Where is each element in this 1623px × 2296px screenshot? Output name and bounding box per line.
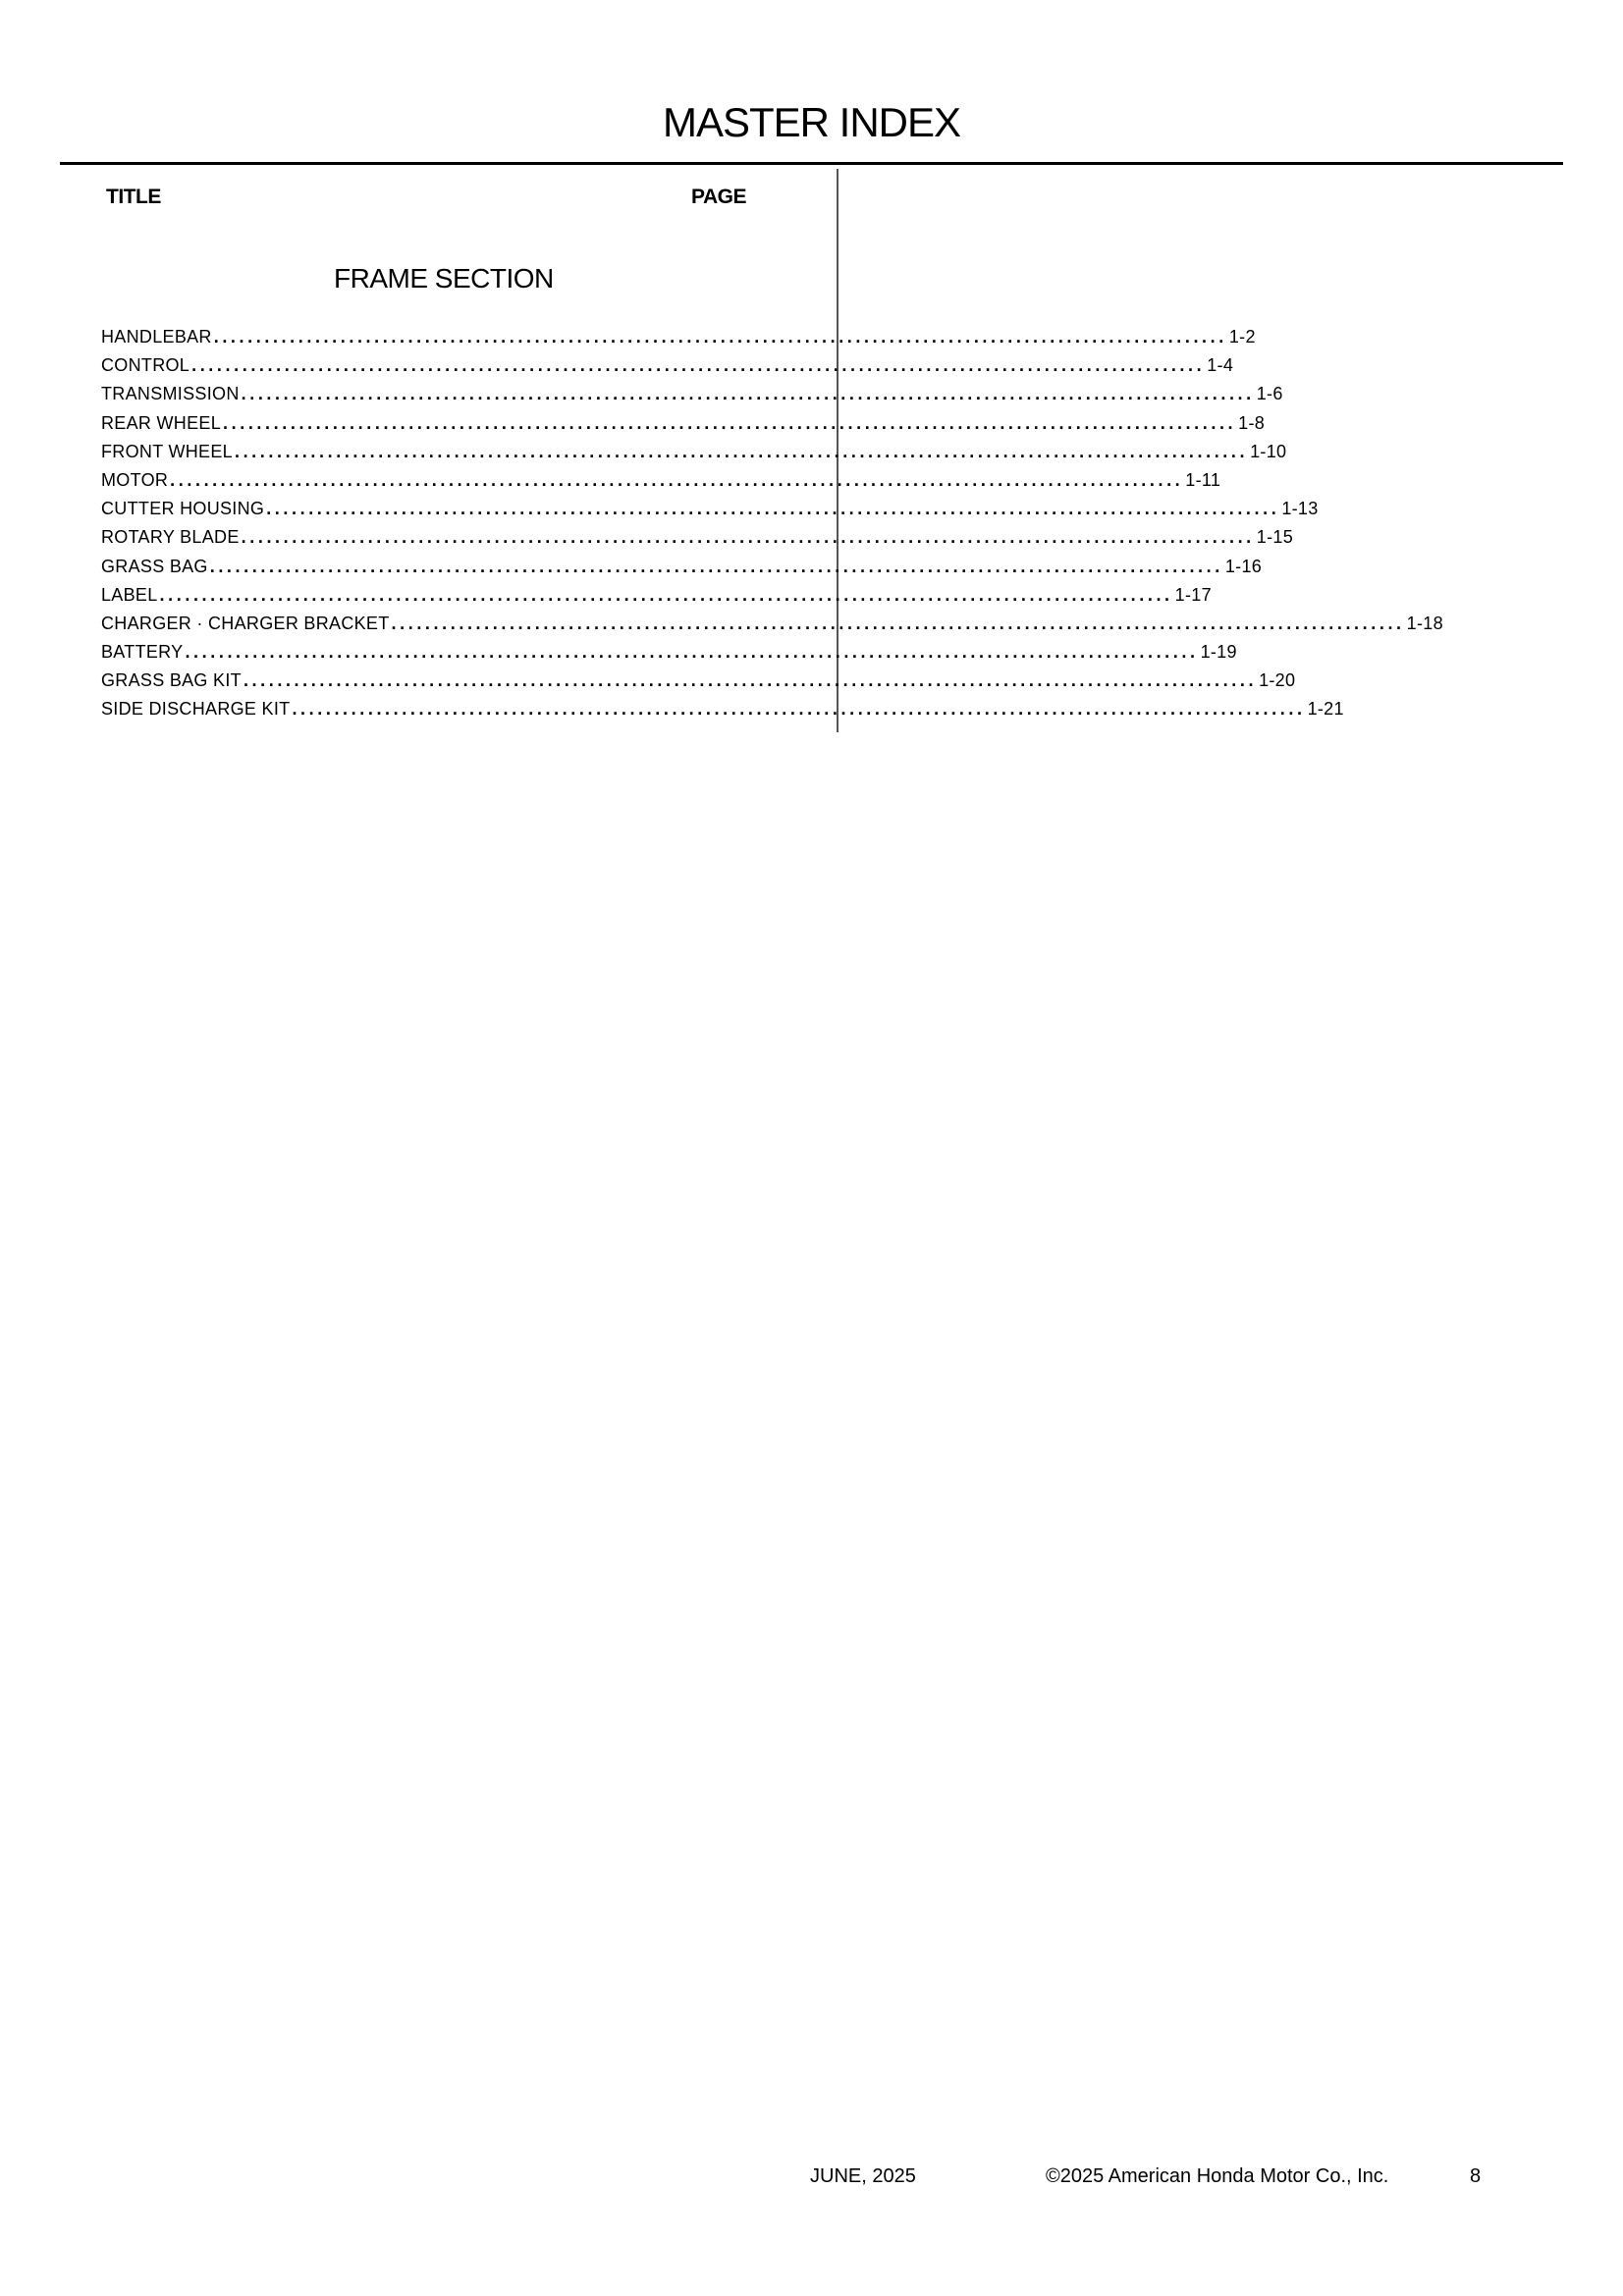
toc-entry-page: 1-21 — [1307, 699, 1344, 720]
toc-entry-label: TRANSMISSION — [101, 384, 240, 404]
toc-entry-label: REAR WHEEL — [101, 412, 222, 433]
toc-dot-leader: ........................................................................................................................ — [292, 699, 1306, 720]
toc-entry-page: 1-4 — [1207, 355, 1234, 376]
toc-dot-leader: ........................................................................................................................ — [266, 499, 1280, 519]
toc-entry-page: 1-6 — [1256, 384, 1283, 404]
footer-page-number: 8 — [1470, 2165, 1482, 2187]
toc-entry-label: HANDLEBAR — [101, 327, 212, 347]
toc-dot-leader: ........................................................................................................................ — [209, 556, 1223, 576]
toc-dot-leader: ........................................................................................................................ — [185, 642, 1199, 663]
toc-dot-leader: ........................................................................................................................ — [223, 412, 1237, 433]
toc-entry[interactable] — [101, 441, 1287, 470]
toc-dot-leader: ........................................................................................................................ — [159, 584, 1173, 605]
toc-entry-page: 1-13 — [1281, 499, 1319, 519]
toc-entry[interactable] — [101, 527, 1294, 556]
toc-entry[interactable] — [101, 384, 1283, 412]
document-title: MASTER INDEX — [662, 99, 961, 145]
toc-entry-page: 1-16 — [1224, 556, 1263, 576]
toc-dot-leader: ........................................................................................................................ — [241, 527, 1255, 548]
toc-entry[interactable] — [101, 469, 1221, 499]
toc-entry-page: 1-2 — [1228, 327, 1256, 347]
toc-dot-leader: ........................................................................................................................ — [241, 384, 1255, 404]
toc-dot-leader: ........................................................................................................................ — [234, 441, 1249, 461]
toc-dot-leader: ........................................................................................................................ — [170, 469, 1184, 490]
section-heading: FRAME SECTION — [334, 263, 554, 294]
toc-entry[interactable] — [101, 699, 1344, 727]
toc-entry-label: LABEL — [101, 584, 158, 605]
toc-entry-label: CUTTER HOUSING — [101, 499, 265, 519]
toc-entry-page: 1-19 — [1200, 642, 1237, 663]
toc-entry-page: 1-18 — [1406, 613, 1443, 633]
toc-entry-label: CHARGER · CHARGER BRACKET — [101, 613, 390, 633]
toc-entry-label: CONTROL — [101, 355, 190, 376]
toc-dot-leader: ........................................................................................................................ — [191, 355, 1206, 376]
toc-entry-page: 1-10 — [1250, 441, 1287, 461]
toc-entry-label: FRONT WHEEL — [101, 441, 233, 461]
toc-entry[interactable] — [101, 613, 1443, 642]
table-of-contents — [101, 327, 1443, 728]
toc-entry-page: 1-8 — [1238, 412, 1266, 433]
toc-entry-page: 1-17 — [1174, 584, 1212, 605]
footer-copyright: ©2025 American Honda Motor Co., Inc. — [1046, 2165, 1389, 2187]
toc-entry[interactable] — [101, 412, 1266, 442]
title-column-header: TITLE — [106, 186, 161, 208]
toc-entry-page: 1-20 — [1259, 670, 1296, 691]
toc-entry[interactable] — [101, 499, 1319, 527]
toc-entry-label: GRASS BAG — [101, 556, 208, 576]
toc-entry-label: MOTOR — [101, 469, 169, 490]
toc-entry[interactable] — [101, 670, 1296, 699]
title-divider — [60, 162, 1563, 165]
toc-entry[interactable] — [101, 556, 1263, 585]
toc-entry-label: ROTARY BLADE — [101, 527, 240, 548]
toc-dot-leader: ........................................................................................................................ — [391, 613, 1405, 633]
toc-entry[interactable] — [101, 642, 1237, 670]
toc-entry[interactable] — [101, 355, 1234, 384]
toc-entry[interactable] — [101, 584, 1212, 614]
page-column-header: PAGE — [691, 186, 746, 208]
toc-dot-leader: ........................................................................................................................ — [213, 327, 1227, 347]
toc-entry-label: SIDE DISCHARGE KIT — [101, 699, 291, 720]
toc-entry-label: BATTERY — [101, 642, 184, 663]
toc-entry-page: 1-15 — [1256, 527, 1294, 548]
toc-entry-label: GRASS BAG KIT — [101, 670, 242, 691]
footer-date: JUNE, 2025 — [810, 2165, 916, 2187]
toc-entry-page: 1-11 — [1185, 469, 1221, 490]
toc-entry[interactable] — [101, 327, 1256, 355]
toc-dot-leader: ........................................................................................................................ — [243, 670, 1258, 691]
